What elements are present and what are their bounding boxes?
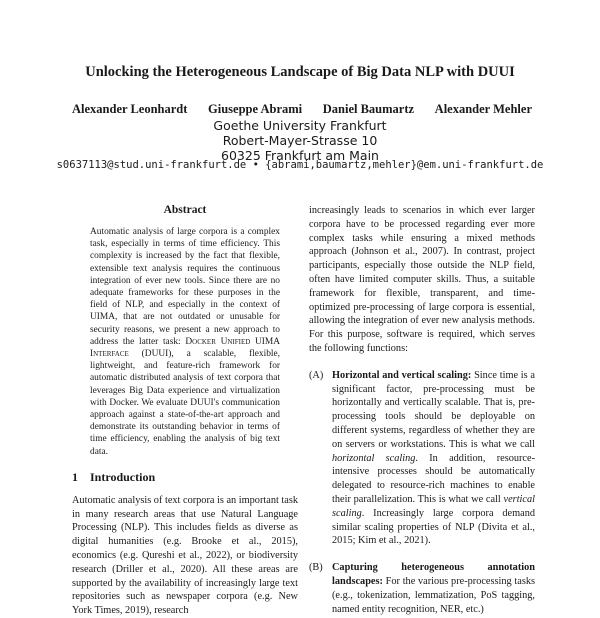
author-name: Giuseppe Abrami [208, 102, 303, 116]
list-label: (B) [309, 562, 323, 574]
emphasis-term: horizontal scaling [332, 452, 416, 464]
list-label: (A) [309, 369, 324, 381]
section-title: Introduction [90, 469, 156, 484]
affiliation-line: Robert-Mayer-Strasse 10 [222, 133, 378, 148]
abstract-text: Automatic analysis of large corpora is a complex task, especially in terms of time efficiency. This complexity is increased by the fact that flexible, extensible text analysis requires the continuous integration of ever new tools. Since there are no adequate frameworks for these purposes in the field of NLP, and especially in the context of UIMA, that are not outdated or unusable for security reasons, we present a new approach to address the latter task: Docker Unified UIMA Interface (DUUI), a scalable, flexible, lightweight, and feature-rich framework for automatic distributed analysis of text corpora that leverages Big Data experience and virtualization with Docker. We evaluate DUUI's communication approach against a state-of-the-art approach and demonstrate its outstanding behavior in terms of time efficiency, enabling the analysis of big text data. [90, 227, 281, 457]
emphasis-term: vertical scaling [332, 493, 535, 519]
body-paragraph: increasingly leads to scenarios in which ever larger corpora have to be processed regarding ever more complex tasks while ensuring a mixed methods approach (Johnson et al., 2007). In contrast, project participants, especially those outside the NLP field, often have limited computer skills. Thus, a suitable framework for flexible, transparent, and time-optimized pre-processing of large corpora is essential, allowing the integration of ever new analysis methods. For this purpose, software is required, which serves the following functions: [309, 205, 535, 354]
paper-title: Unlocking the Heterogeneous Landscape of Big Data NLP with DUUI [85, 64, 515, 80]
introduction-text: Automatic analysis of text corpora is an important task in many research areas that use Natural Language Processing (NLP). This includes fields as diverse as digital humanities (e.g. Brooke et al., 2015), economics (e.g. Qureshi et al., 2022), or biodiversity research (Driller et al., 2020). All these areas are supported by the availability of increasingly large text repositories such as newspaper corpora (e.g. New York Times, 2019), research [72, 494, 298, 617]
author-name: Daniel Baumartz [322, 102, 415, 116]
list-item-title: Capturing heterogeneous annotation landscapes: [332, 562, 535, 587]
section-number: 1 [72, 469, 78, 484]
author-name: Alexander Leonhardt [72, 102, 188, 116]
affiliation-line: Goethe University Frankfurt [213, 118, 387, 133]
author-name: Alexander Mehler [434, 102, 532, 116]
list-item-a: (A) Horizontal and vertical scaling: Since time is a significant factor, pre-processing must be horizontally and vertically scalable. That is, pre-processing tools should be deployable on different systems, regardless of whether they are on servers or workstations. This is what we call horizontal scaling. In addition, resource-intensive processes should be automatically delegated to resource-rich machines to enable their parallelization. This is what we call vertical scaling. Increasingly large corpora demand similar scaling properties of NLP (Divita et al., 2015; Kim et al., 2021). [309, 369, 535, 547]
framework-name: Docker Unified UIMA Interface [90, 336, 280, 360]
right-column [309, 204, 535, 616]
author-list [72, 102, 532, 117]
list-item-b: (B) Capturing heterogeneous annotation landscapes: For the various pre-processing tasks (e.g., tokenization, lemmatization, PoS tagging, named entity recognition, NER, etc.) [309, 562, 535, 615]
section-heading [72, 470, 298, 485]
author-emails: s0637113@stud.uni-frankfurt.de • {abrami,baumartz,mehler}@em.uni-frankfurt.de [56, 159, 544, 171]
affiliation-line: 60325 Frankfurt am Main [221, 148, 379, 163]
abstract-heading: Abstract [163, 204, 207, 216]
left-column [72, 204, 298, 618]
list-item-title: Horizontal and vertical scaling: [332, 369, 472, 381]
